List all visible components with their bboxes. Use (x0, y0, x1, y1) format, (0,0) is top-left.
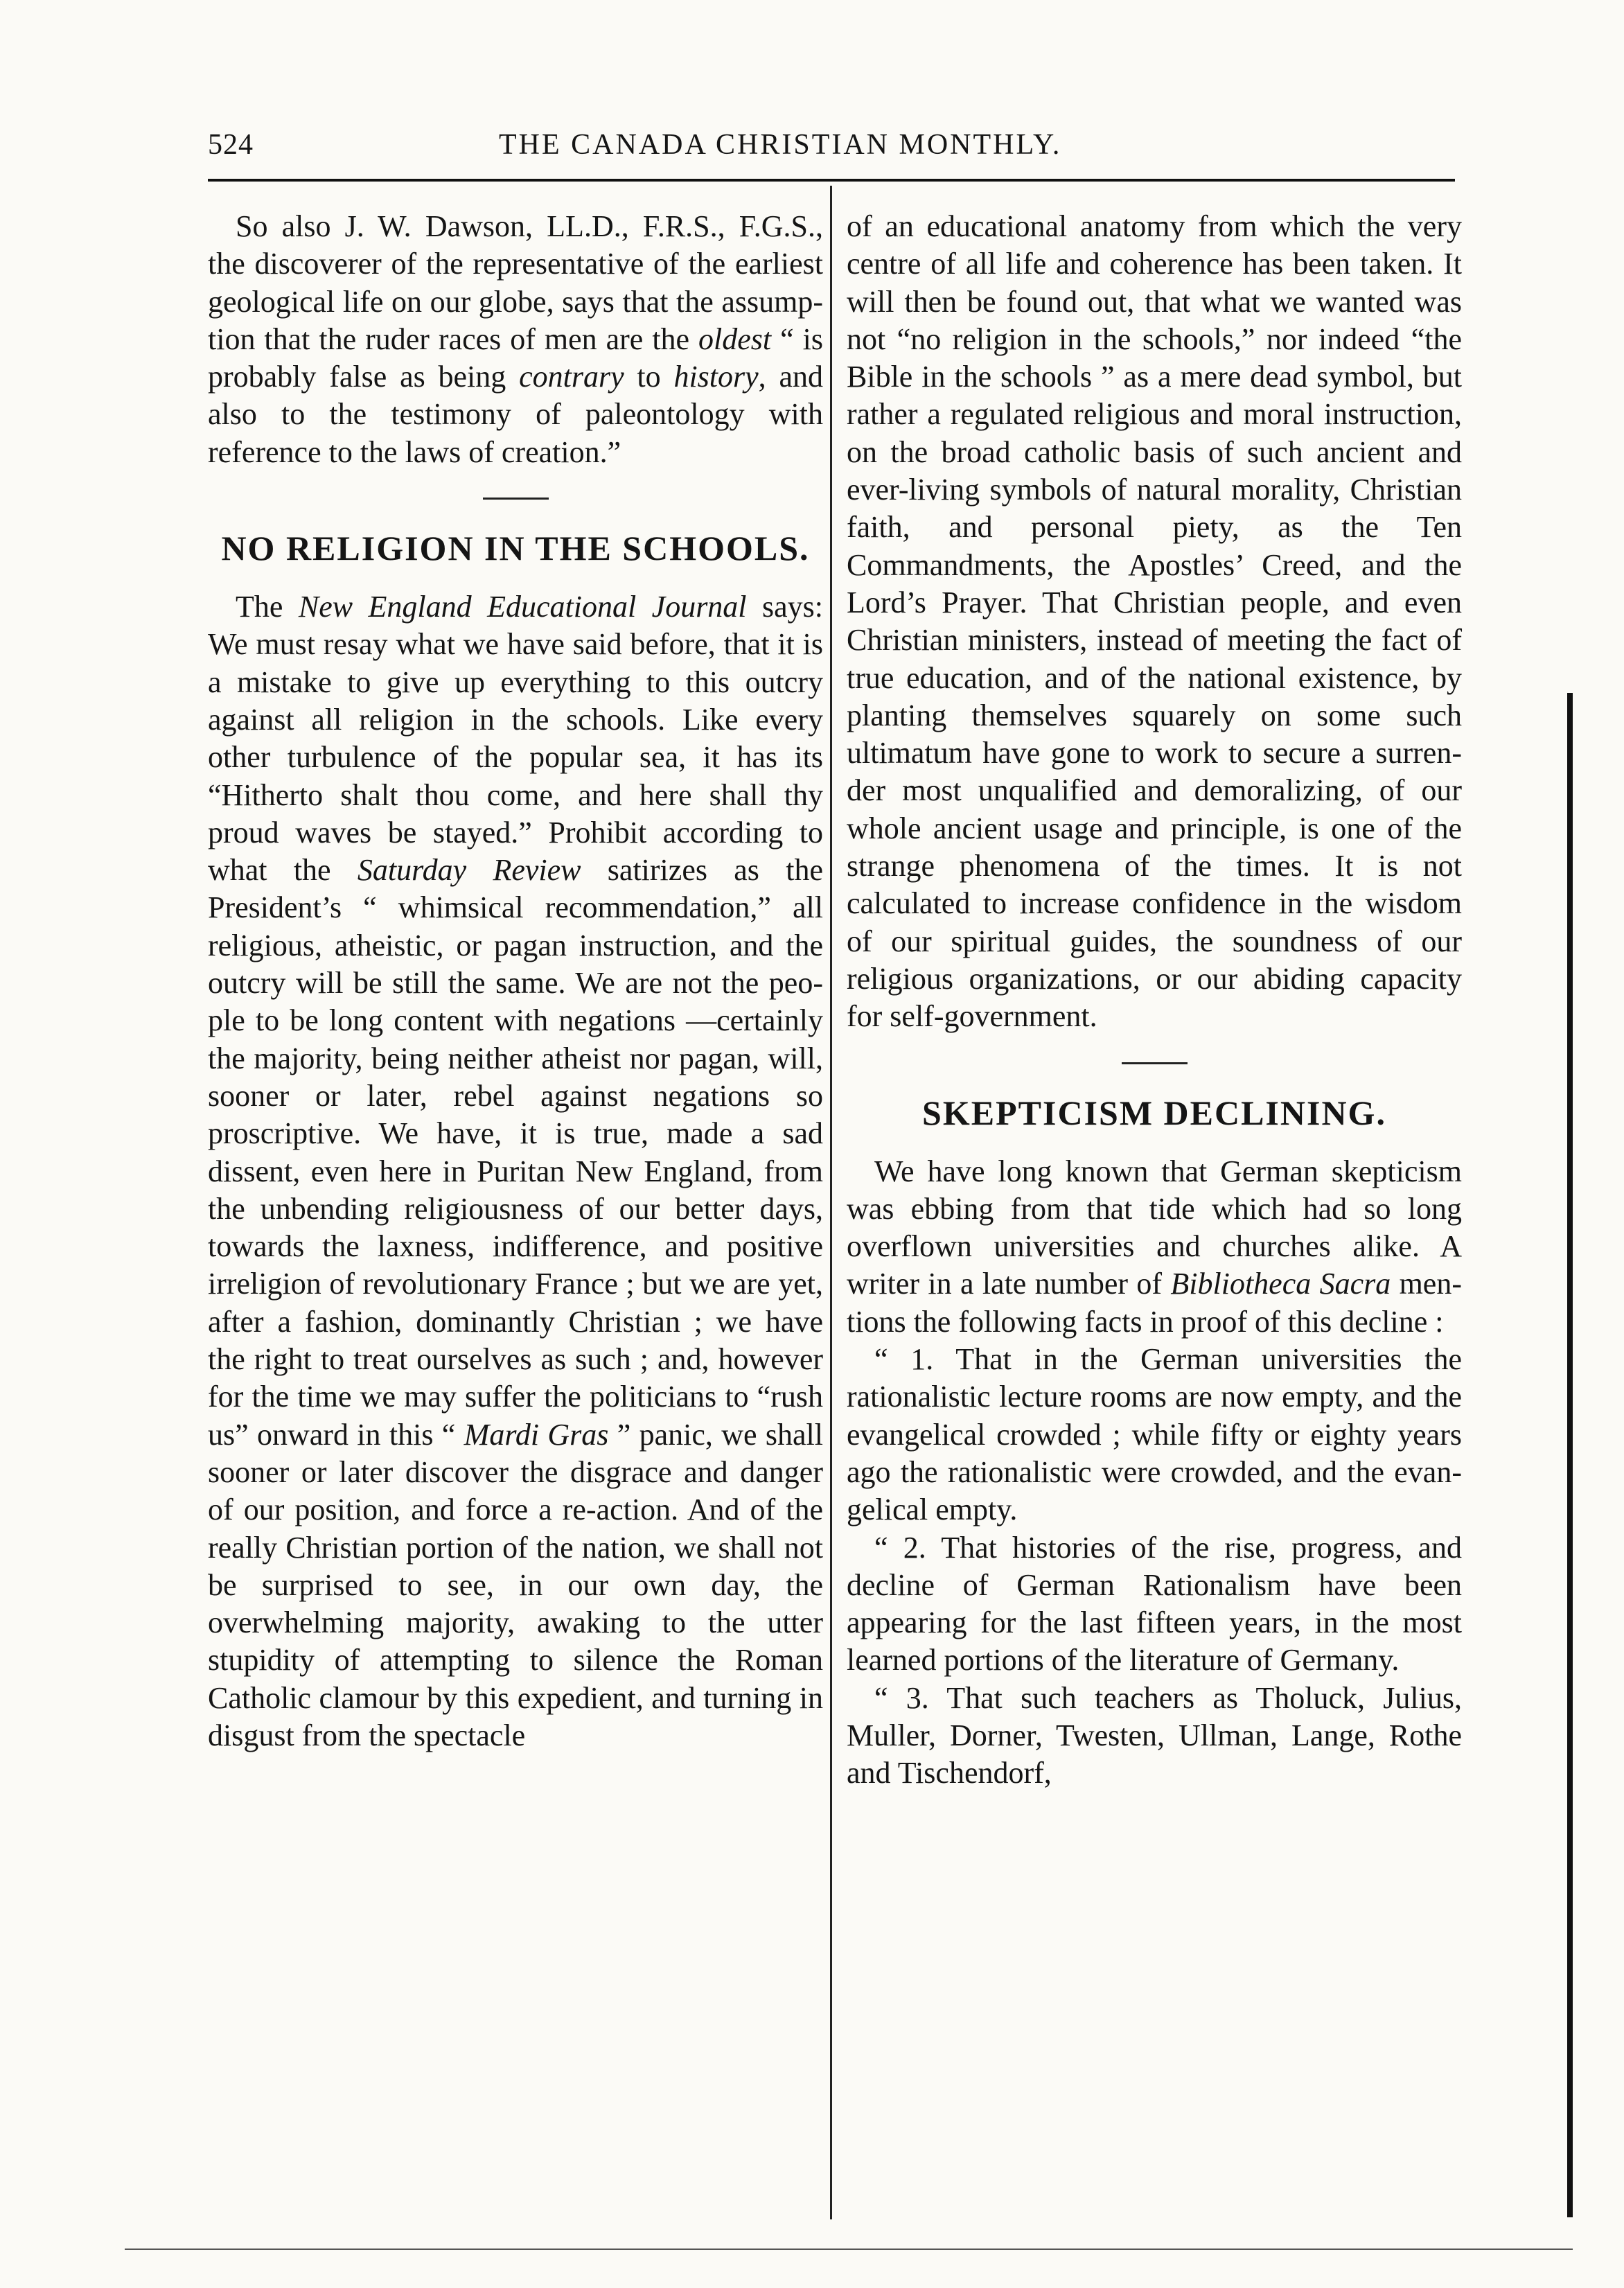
page-number: 524 (208, 129, 254, 161)
skepticism-intro-paragraph: We have long known that German skepticism was ebbing from that tide which had so long overflown universities and churches alike. A writer in a late number of Bibliotheca Sacra mentions the following facts in proof of this decline : (847, 1154, 1462, 1339)
no-religion-paragraph: The New England Educational Journal says: We must resay what we have said before, that it is a mistake to give up everything to this outcry against all religion in the schools. Like every other turbulence of the popular sea, it has its “Hitherto shalt thou come, and here shall thy proud waves be stayed.” Prohibit according to what the Saturday Review satirizes as the President’s “ whimsical recommendation,” all religious, atheistic, or pagan instruction, and the outcry will be still the same. We are not the people to be long content with negations —certainly the majority, being neither atheist nor pagan, will, sooner or later, rebel against negations so proscriptive. We have, it is true, made a sad dissent, even here in Puritan New England, from the unbending religiousness of our better days, towards the laxness, indifference, and positive irreligion of revolutionary France ; but we are yet, after a fashion, dominantly Christian ; we have the right to treat ourselves as such ; and, however for the time we may suffer the politicians to “rush us” onward in this “ Mardi Gras ” panic, we shall sooner or later discover the disgrace and danger of our position, and force a re-action. And of the really Christian portion of the nation, we shall not be surprised to see, in our own day, the overwhelming majority, awaking to the utter stupidity of attempting to silence the Roman Catholic clamour by this expedient, and turning in disgust from the spectacle (208, 590, 824, 1752)
continuation-paragraph: of an educational anatomy from which the very centre of all life and coherence has been taken. It will then be found out, that what we wanted was not “no religion in the schools,” nor indeed “the Bible in the schools ” as a mere dead symbol, but rather a regulated religious and moral instruction, on the broad catholic basis of such ancient and ever-living symbols of natural morality, Christian faith, and personal piety, as the Ten Commandments, the Apostles’ Creed, and the Lord’s Prayer. That Christian people, and even Christian ministers, instead of meeting the fact of true education, and of the national existence, by planting themselves squarely on some such ultimatum have gone to work to secure a surrender most unqualified and demoralizing, of our whole ancient usage and principle, is one of the strange phenomena of the times. It is not calculated to increase confidence in the wisdom of our spiritual guides, the soundness of our religious organizations, or our abiding capacity for self-government. (847, 209, 1462, 1034)
point-1-paragraph: “ 1. That in the German universities the rationalistic lecture rooms are now empty, and the evangelical crowded ; while fifty or eighty years ago the rationalistic were crowded, and the evangelical empty. (847, 1342, 1462, 1527)
point-2-paragraph: “ 2. That histories of the rise, progress, and decline of German Rationalism have been appearing for the last fifteen years, in the most learned portions of the literature of Germany. (847, 1530, 1462, 1678)
column-divider (830, 186, 832, 2219)
left-column (208, 208, 823, 1754)
section-divider (483, 498, 549, 500)
section-title-no-religion: NO RELIGION IN THE SCHOOLS. (221, 529, 810, 568)
right-column (847, 208, 1462, 1793)
page-header (208, 128, 1455, 177)
point-3-paragraph: “ 3. That such teachers as Tholuck, Julius, Muller, Dorner, Twesten, Ullman, Lange, Rothe and Tischendorf, (847, 1680, 1462, 1790)
header-rule (208, 179, 1455, 182)
section-title-skepticism: SKEPTICISM DECLINING. (922, 1093, 1386, 1132)
dawson-paragraph: So also J. W. Dawson, LL.D., F.R.S., F.G.S., the discoverer of the representative of the earliest geological life on our globe, says that the assumption that the ruder races of men are the oldest “ is probably false as being contrary to history, and also to the testimony of paleontology with reference to the laws of creation.” (208, 209, 824, 469)
bottom-rule (125, 2249, 1573, 2250)
section-divider (1122, 1062, 1188, 1064)
running-head: THE CANADA CHRISTIAN MONTHLY. (499, 129, 1062, 161)
page-edge-rule (1567, 693, 1573, 2217)
